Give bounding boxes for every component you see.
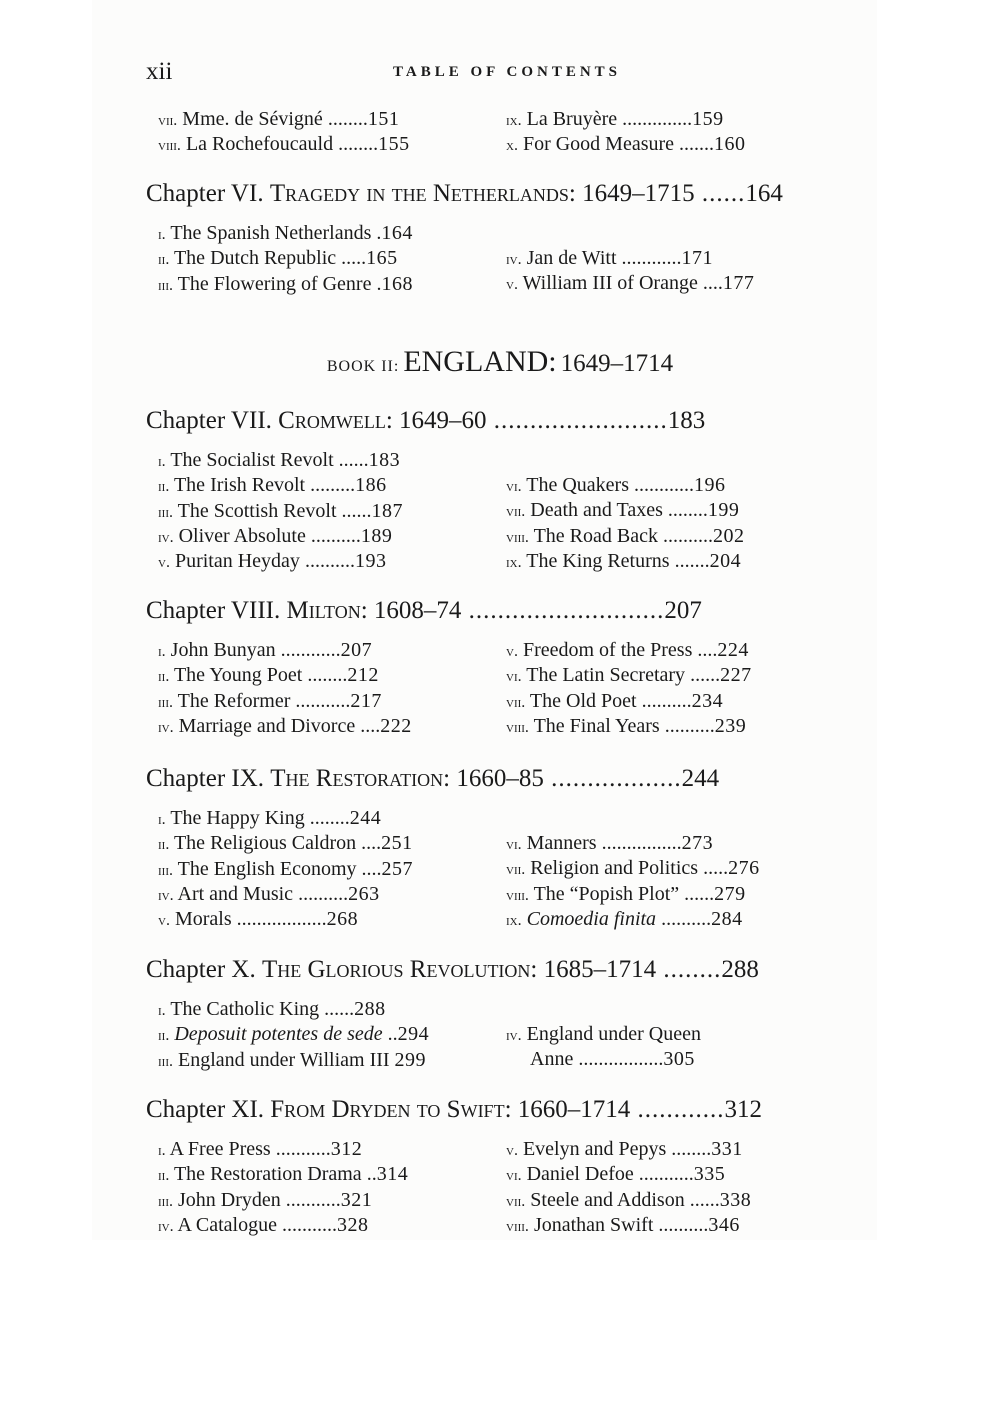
- entry-leader-dots: ....: [697, 272, 723, 295]
- toc-entry[interactable]: [506, 1214, 832, 1237]
- toc-entry[interactable]: [158, 664, 470, 687]
- toc-entry[interactable]: [158, 1214, 470, 1237]
- chapter-title[interactable]: [146, 407, 868, 435]
- chapter-label: Chapter VIII.: [146, 597, 281, 624]
- entry-number: iv.: [158, 528, 174, 546]
- entry-title: John Dryden: [178, 1188, 281, 1211]
- entry-title: A Catalogue: [177, 1213, 277, 1236]
- chapter-leader-dots: ..................: [543, 765, 682, 792]
- entry-page-number: 312: [330, 1138, 363, 1160]
- entry-number: iv.: [506, 1027, 522, 1044]
- entry-number: ix.: [506, 553, 522, 571]
- entry-page-number: 244: [349, 807, 382, 829]
- chapter-xi: [146, 1096, 868, 1241]
- entry-leader-dots: .......: [669, 549, 710, 572]
- entry-title: La Rochefoucauld: [185, 133, 334, 156]
- entry-title: Marriage and Divorce: [178, 714, 356, 737]
- entry-number: vii.: [506, 503, 526, 521]
- entry-page-number: 276: [728, 857, 760, 880]
- entry-page-number: 171: [681, 247, 714, 269]
- entry-page-number: 305: [663, 1048, 695, 1071]
- toc-entry[interactable]: [158, 998, 470, 1021]
- entry-leader-dots: ..: [382, 1023, 398, 1046]
- entry-title: The Irish Revolt: [173, 474, 306, 497]
- chapter-years: 1660–85: [456, 765, 544, 792]
- entry-page-number: 251: [381, 832, 413, 855]
- entry-title: Manners: [526, 832, 597, 854]
- toc-entry[interactable]: [506, 690, 832, 713]
- entry-number: iv.: [158, 1217, 174, 1235]
- chapter-viii: [146, 597, 868, 747]
- chapter-leader-dots: ...........................: [461, 597, 665, 624]
- entry-leader-dots: .: [371, 222, 382, 244]
- chapter-page-number: 183: [667, 407, 706, 434]
- entry-leader-dots: ..........: [653, 1213, 709, 1236]
- entry-title: The King Returns: [526, 549, 670, 572]
- entry-leader-dots: ........: [662, 499, 708, 522]
- chapter-title[interactable]: [146, 1096, 868, 1124]
- entry-leader-dots: ..........: [305, 524, 361, 547]
- entry-title: The Latin Secretary: [526, 664, 686, 687]
- entry-leader-dots: ............: [628, 474, 694, 496]
- entry-title: The Young Poet: [173, 664, 303, 687]
- chapter-name: The Glorious Revolution:: [261, 956, 538, 983]
- entry-title: Oliver Absolute: [178, 524, 306, 547]
- toc-entry[interactable]: [158, 222, 470, 245]
- entry-number: i.: [158, 811, 166, 828]
- entry-leader-dots: ....: [355, 714, 381, 737]
- entry-title: The Quakers: [526, 474, 629, 496]
- entry-leader-dots: ......: [679, 882, 715, 905]
- entry-title: Mme. de Sévigné: [182, 108, 323, 130]
- entry-page-number: 217: [350, 689, 382, 712]
- chapter-ix: [146, 765, 868, 940]
- entry-number: ii.: [158, 836, 170, 854]
- chapter-years: 1608–74: [373, 597, 462, 624]
- toc-entry[interactable]: [506, 832, 832, 855]
- toc-entry[interactable]: [506, 550, 832, 573]
- chapter-years: 1649–1715: [582, 180, 695, 207]
- entry-number: iii.: [158, 861, 173, 879]
- entry-page-number: 164: [381, 222, 413, 244]
- entry-page-number: 160: [714, 133, 746, 156]
- chapter-label: Chapter XI.: [146, 1096, 265, 1123]
- entry-page-number: 204: [709, 549, 742, 572]
- toc-entry[interactable]: [158, 550, 470, 573]
- entry-leader-dots: ................: [596, 832, 682, 854]
- book-label: BOOK II:: [326, 358, 400, 375]
- entry-title: Jan de Witt: [526, 247, 617, 269]
- toc-entry[interactable]: [506, 664, 832, 687]
- entry-number: iv.: [506, 251, 522, 268]
- toc-entry[interactable]: [506, 908, 832, 931]
- entry-page-number: 159: [692, 108, 724, 130]
- toc-entry[interactable]: [158, 807, 470, 830]
- entry-leader-dots: ..................: [231, 908, 327, 931]
- entry-leader-dots: ..............: [617, 108, 693, 130]
- entry-page-number: 279: [714, 882, 746, 905]
- toc-entry[interactable]: [158, 273, 470, 296]
- entry-leader-dots: ......: [319, 998, 355, 1020]
- chapter-name: Cromwell:: [278, 407, 393, 434]
- entry-page-number: 151: [367, 108, 400, 130]
- entry-leader-dots: ........: [302, 664, 348, 687]
- entry-number: ix.: [506, 911, 522, 929]
- entry-page-number: 263: [348, 882, 380, 905]
- entry-leader-dots: ..........: [656, 907, 712, 930]
- entry-page-number: 284: [711, 907, 743, 930]
- chapter-title[interactable]: [146, 765, 868, 793]
- chapter-label: Chapter X.: [146, 956, 256, 983]
- toc-entry[interactable]: [158, 832, 470, 855]
- entry-title: Death and Taxes: [530, 499, 663, 522]
- entry-leader-dots: .................: [573, 1048, 664, 1071]
- continued-entries: [146, 108, 868, 160]
- entry-number: viii.: [506, 886, 529, 904]
- entry-page-number: 328: [336, 1213, 369, 1236]
- entry-page-number: 294: [397, 1023, 430, 1046]
- entry-title: Morals: [174, 908, 232, 931]
- entry-leader-dots: ........: [666, 1138, 712, 1160]
- toc-entry[interactable]: [506, 1138, 832, 1161]
- chapter-page-number: 312: [724, 1096, 763, 1123]
- toc-entry[interactable]: [506, 883, 832, 906]
- entry-number: ii.: [158, 251, 170, 269]
- entry-title: The Reformer: [177, 689, 291, 712]
- entry-page-number: 177: [722, 272, 755, 295]
- entry-number: vi.: [506, 668, 522, 686]
- entry-page-number: 183: [368, 449, 401, 471]
- chapter-page-number: 207: [664, 597, 702, 624]
- entry-title: The Restoration Drama: [173, 1163, 362, 1186]
- entry-page-number: 193: [354, 550, 387, 573]
- toc-entry[interactable]: [158, 247, 470, 270]
- chapter-page-number: 164: [745, 180, 783, 207]
- entry-page-number: 268: [326, 908, 359, 931]
- entry-title: The Catholic King: [170, 998, 320, 1020]
- entry-page-number: 186: [355, 474, 387, 497]
- toc-entry[interactable]: [158, 474, 470, 497]
- toc-entry[interactable]: [158, 690, 470, 713]
- entry-leader-dots: .....: [336, 247, 367, 270]
- toc-entry[interactable]: [158, 639, 470, 662]
- entry-leader-dots: ......: [684, 1188, 720, 1211]
- entry-number: v.: [506, 1142, 518, 1159]
- entry-leader-dots: ............: [275, 639, 341, 661]
- entry-title: The Socialist Revolt: [170, 449, 334, 471]
- toc-entry[interactable]: [158, 908, 470, 931]
- entry-leader-dots: ..........: [659, 714, 715, 737]
- chapter-years: 1685–1714: [543, 956, 657, 983]
- entry-number: i.: [158, 1142, 166, 1159]
- entry-page-number: 227: [720, 664, 752, 687]
- entry-number: i.: [158, 643, 166, 660]
- entry-page-number: 207: [340, 639, 373, 661]
- toc-entry[interactable]: [158, 1023, 470, 1046]
- entry-leader-dots: ..: [361, 1163, 377, 1186]
- chapter-years: 1649–60: [399, 407, 487, 434]
- entry-leader-dots: .......: [674, 133, 715, 156]
- entry-title: The Spanish Netherlands: [170, 222, 372, 244]
- page-header: [146, 58, 868, 88]
- entry-number: iii.: [158, 503, 173, 521]
- running-title: TABLE OF CONTENTS: [392, 64, 622, 80]
- toc-entry[interactable]: [158, 1163, 470, 1186]
- entry-title: England under William III: [178, 1048, 390, 1071]
- entry-number: iii.: [158, 1192, 173, 1210]
- entry-leader-dots: ....: [356, 832, 382, 855]
- entry-page-number: 202: [712, 524, 745, 547]
- entry-title: The Flowering of Genre: [177, 272, 372, 295]
- page-number: xii: [146, 58, 173, 85]
- chapter-name: Milton:: [286, 597, 368, 624]
- toc-entry[interactable]: [506, 247, 832, 270]
- entry-leader-dots: ...........: [270, 1138, 331, 1160]
- entry-page-number: 321: [340, 1188, 373, 1211]
- toc-entry[interactable]: [506, 474, 832, 497]
- toc-entry[interactable]: [158, 883, 470, 906]
- entry-title: Freedom of the Press: [522, 639, 693, 661]
- toc-entry[interactable]: [158, 449, 470, 472]
- toc-entry[interactable]: [158, 500, 470, 523]
- entry-leader-dots: ...........: [280, 1188, 341, 1211]
- entry-title: La Bruyère: [526, 108, 618, 130]
- entry-number: v.: [158, 912, 170, 930]
- entry-leader-dots: ....: [356, 857, 382, 880]
- entry-page-number: 288: [354, 998, 386, 1020]
- chapter-page-number: 244: [681, 765, 720, 792]
- entry-number: ii.: [158, 1167, 170, 1185]
- entry-number: i.: [158, 453, 166, 470]
- toc-entry[interactable]: [158, 525, 470, 548]
- toc-entry[interactable]: [158, 858, 470, 881]
- entry-title: John Bunyan: [170, 639, 276, 661]
- entry-leader-dots: ......: [685, 664, 721, 687]
- toc-entry[interactable]: [506, 1163, 832, 1186]
- chapter-title[interactable]: [146, 597, 868, 625]
- entry-leader-dots: ...........: [276, 1213, 337, 1236]
- entry-page-number: 234: [691, 689, 724, 712]
- entry-page-number: 196: [693, 474, 726, 496]
- entry-page-number: 314: [376, 1163, 409, 1186]
- toc-entry[interactable]: [506, 715, 832, 738]
- chapter-vi: [146, 180, 868, 305]
- entry-leader-dots: ..........: [636, 689, 692, 712]
- chapter-years: 1660–1714: [517, 1096, 631, 1123]
- entry-leader-dots: ......: [333, 449, 369, 471]
- entry-page-number: 199: [707, 499, 740, 522]
- entry-number: iii.: [158, 1052, 173, 1070]
- toc-entry[interactable]: [158, 1189, 470, 1212]
- entry-leader-dots: ..........: [657, 524, 713, 547]
- chapter-name: The Restoration:: [270, 765, 451, 792]
- entry-number: vi.: [506, 478, 522, 495]
- chapter-x: [146, 956, 868, 1081]
- entry-leader-dots: ............: [616, 247, 682, 269]
- entry-title: The Old Poet: [529, 689, 637, 712]
- entry-page-number: 189: [360, 524, 393, 547]
- toc-entry[interactable]: [506, 1023, 832, 1046]
- entry-title: Jonathan Swift: [533, 1213, 654, 1236]
- entry-number: i.: [158, 226, 166, 243]
- entry-number: vi.: [506, 836, 522, 853]
- entry-page-number: 168: [381, 272, 413, 295]
- entry-number: viii.: [506, 1217, 529, 1235]
- entry-page-number: 331: [711, 1138, 743, 1160]
- entry-leader-dots: ........: [304, 807, 350, 829]
- toc-entry[interactable]: [158, 1049, 470, 1072]
- chapter-name: From Dryden to Swift:: [270, 1096, 512, 1123]
- entry-number: vii.: [506, 693, 526, 711]
- entry-number: iv.: [158, 886, 174, 904]
- entry-leader-dots: .....: [698, 857, 729, 880]
- toc-entry[interactable]: [158, 1138, 470, 1161]
- book-heading: [0, 345, 1000, 379]
- entry-title: The Dutch Republic: [173, 247, 337, 270]
- book-years: 1649–1714: [560, 350, 674, 377]
- entry-title: Comoedia finita: [526, 907, 657, 930]
- chapter-leader-dots: ............: [630, 1096, 725, 1123]
- entry-leader-dots: ...........: [633, 1163, 694, 1186]
- chapter-title[interactable]: [146, 956, 868, 984]
- entry-leader-dots: .........: [305, 474, 356, 497]
- entry-title: Deposuit potentes de sede: [174, 1023, 383, 1046]
- entry-title: Religion and Politics: [530, 857, 699, 880]
- entry-page-number: 239: [714, 714, 747, 737]
- chapter-vii: [146, 407, 868, 582]
- entry-number: vii.: [506, 861, 526, 879]
- chapter-title[interactable]: [146, 180, 868, 208]
- toc-entry[interactable]: [506, 525, 832, 548]
- toc-entry[interactable]: [506, 1189, 832, 1212]
- entry-title: Puritan Heyday: [174, 550, 300, 573]
- entry-page-number: 257: [381, 857, 413, 880]
- toc-entry[interactable]: [506, 857, 832, 880]
- entry-number: iii.: [158, 693, 173, 711]
- entry-number: viii.: [506, 718, 529, 736]
- entry-leader-dots: ..........: [293, 882, 349, 905]
- toc-entry[interactable]: [158, 715, 470, 738]
- entry-leader-dots: ......: [336, 499, 372, 522]
- entry-title: Anne: [530, 1048, 574, 1071]
- chapter-label: Chapter VII.: [146, 407, 272, 434]
- entry-title: For Good Measure: [522, 133, 675, 156]
- entry-page-number: 187: [371, 499, 404, 522]
- entry-number: viii.: [158, 137, 181, 155]
- entry-title: William III of Orange: [522, 272, 698, 295]
- entry-title: The English Economy: [177, 857, 357, 880]
- toc-entry[interactable]: [506, 108, 832, 131]
- entry-page-number: 338: [719, 1188, 752, 1211]
- entry-page-number: 335: [693, 1163, 726, 1186]
- entry-page-number: 224: [717, 639, 749, 661]
- entry-number: x.: [506, 137, 518, 155]
- entry-title: Daniel Defoe: [526, 1163, 634, 1186]
- entry-title: The Final Years: [533, 714, 660, 737]
- entry-page-number: 212: [347, 664, 379, 687]
- entry-page-number: 155: [378, 133, 410, 156]
- entry-title: The “Popish Plot”: [533, 882, 680, 905]
- toc-entry[interactable]: [158, 108, 470, 131]
- entry-leader-dots: ..........: [299, 550, 355, 573]
- entry-number: v.: [158, 554, 170, 572]
- entry-page-number: 165: [366, 247, 398, 270]
- entry-page-number: 346: [708, 1213, 740, 1236]
- entry-title: The Happy King: [170, 807, 305, 829]
- entry-number: iv.: [158, 718, 174, 736]
- entry-number: ii.: [158, 1027, 170, 1045]
- entry-number: v.: [506, 276, 518, 294]
- chapter-label: Chapter IX.: [146, 765, 265, 792]
- entry-page-number: 273: [681, 832, 714, 854]
- chapter-label: Chapter VI.: [146, 180, 264, 207]
- entry-number: vii.: [158, 112, 178, 129]
- toc-entry[interactable]: [506, 639, 832, 662]
- entry-title: The Road Back: [533, 524, 658, 547]
- toc-entry[interactable]: [506, 499, 832, 522]
- entry-page-number: 222: [380, 714, 412, 737]
- entry-number: ix.: [506, 112, 522, 129]
- toc-entry[interactable]: [158, 133, 470, 156]
- chapter-page-number: 288: [721, 956, 759, 983]
- entry-number: i.: [158, 1002, 166, 1019]
- entry-number: ii.: [158, 668, 170, 686]
- entry-title: Steele and Addison: [530, 1188, 685, 1211]
- entry-title: Evelyn and Pepys: [522, 1138, 667, 1160]
- entry-title: The Religious Caldron: [173, 832, 357, 855]
- entry-title: The Scottish Revolt: [177, 499, 337, 522]
- chapter-leader-dots: ........................: [486, 407, 668, 434]
- toc-entry[interactable]: [506, 1048, 832, 1071]
- entry-title: England under Queen: [526, 1023, 701, 1045]
- entry-number: vii.: [506, 1192, 526, 1210]
- entry-number: vi.: [506, 1167, 522, 1185]
- entry-leader-dots: ........: [333, 133, 379, 156]
- chapter-leader-dots: ......: [694, 180, 746, 207]
- entry-number: iii.: [158, 276, 173, 294]
- entry-leader-dots: .: [371, 272, 382, 295]
- entry-title: Art and Music: [177, 882, 294, 905]
- chapter-leader-dots: ........: [656, 956, 722, 983]
- book-country: ENGLAND:: [403, 345, 557, 378]
- entry-number: v.: [506, 643, 518, 660]
- toc-entry[interactable]: [506, 133, 832, 156]
- chapter-name: Tragedy in the Netherlands:: [269, 180, 576, 207]
- entry-leader-dots: ........: [322, 108, 368, 130]
- entry-page-number: 299: [394, 1048, 427, 1071]
- entry-leader-dots: ...........: [290, 689, 351, 712]
- entry-leader-dots: ....: [692, 639, 718, 661]
- entry-title: A Free Press: [169, 1138, 271, 1160]
- entry-number: viii.: [506, 528, 529, 546]
- toc-entry[interactable]: [506, 272, 832, 295]
- entry-number: ii.: [158, 478, 170, 496]
